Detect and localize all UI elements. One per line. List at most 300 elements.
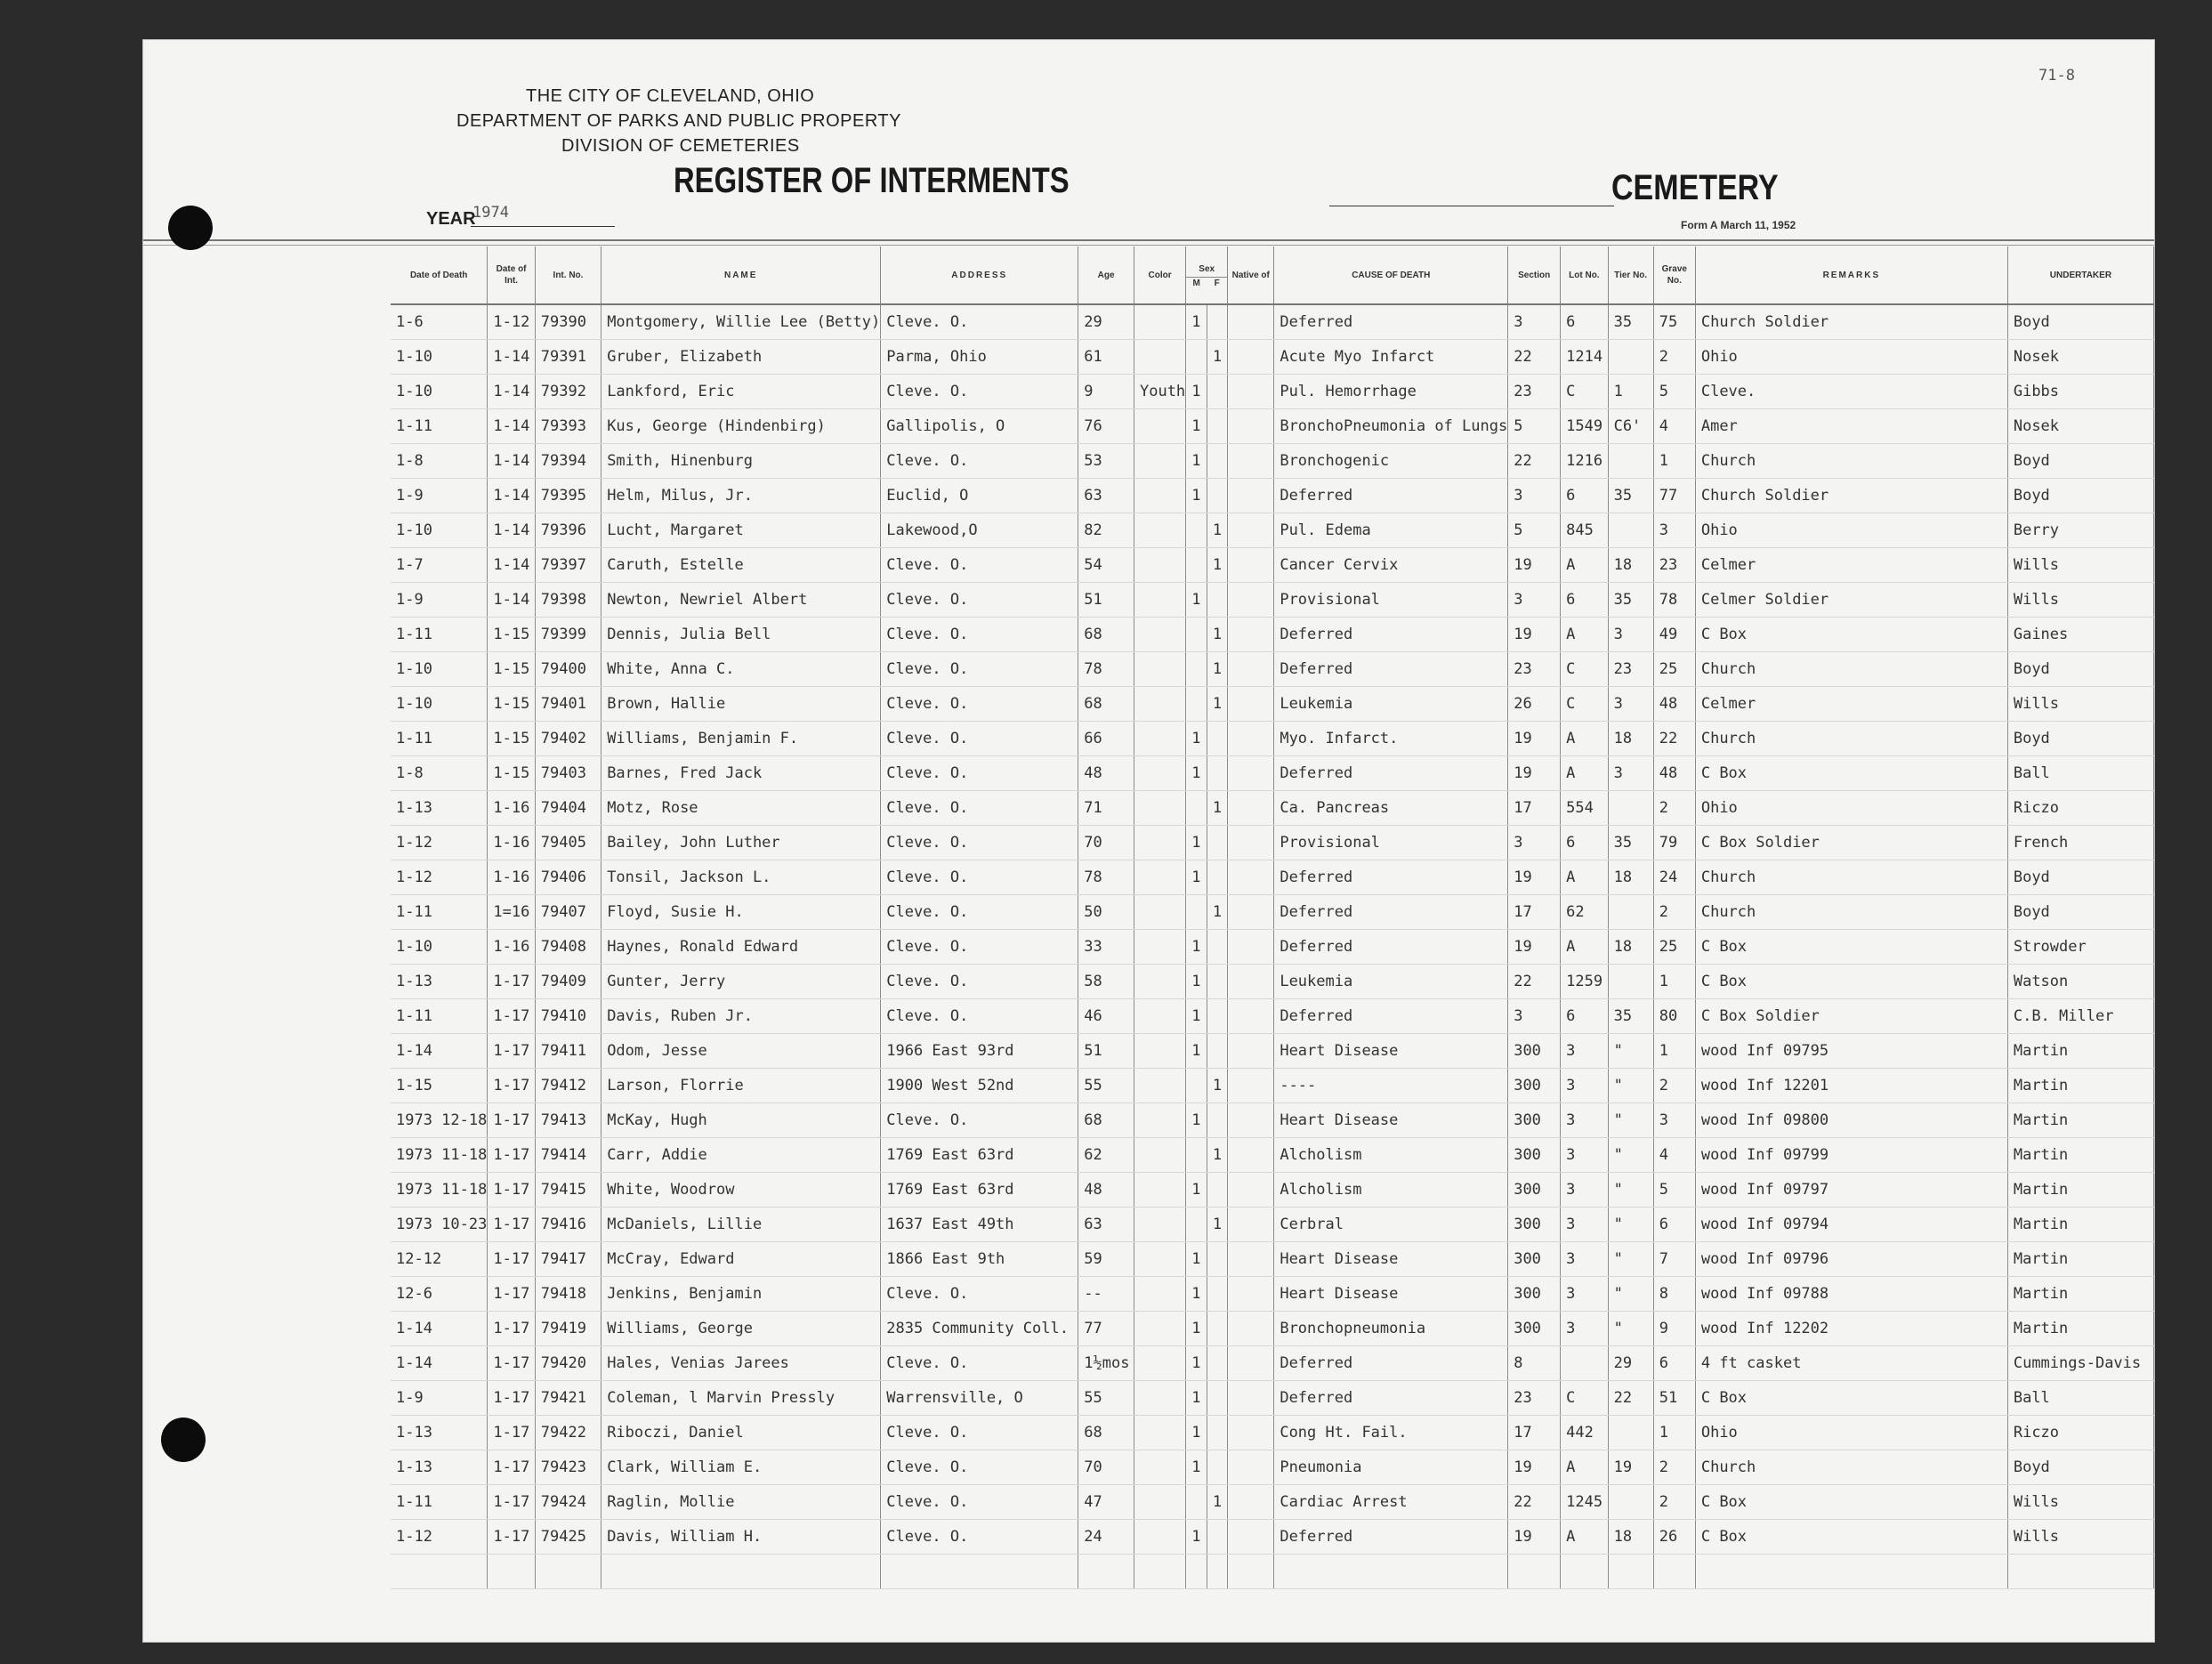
address-cell: Cleve. O. [881, 1520, 1078, 1555]
section-cell: 23 [1508, 375, 1561, 409]
sex-female-cell [1207, 756, 1228, 791]
name-cell: Odom, Jesse [601, 1034, 881, 1069]
column-header: Lot No. [1561, 246, 1608, 304]
lot-number-cell: 3 [1561, 1208, 1608, 1242]
sex-male-cell: 1 [1186, 1103, 1207, 1138]
native-of-cell [1228, 722, 1274, 756]
remarks-cell: Church [1695, 652, 2007, 687]
remarks-cell: wood Inf 09800 [1695, 1103, 2007, 1138]
column-header: Age [1078, 246, 1134, 304]
grave-number-cell: 4 [1653, 409, 1695, 444]
section-cell: 3 [1508, 304, 1561, 340]
interment-number-cell: 79420 [535, 1346, 601, 1381]
name-cell: McDaniels, Lillie [601, 1208, 881, 1242]
remarks-cell: Ohio [1695, 1416, 2007, 1450]
date-of-death-cell: 1-14 [391, 1346, 488, 1381]
sex-male-cell [1186, 1485, 1207, 1520]
age-cell: 33 [1078, 930, 1134, 965]
sex-male-cell: 1 [1186, 375, 1207, 409]
table-row [391, 1034, 2154, 1069]
sex-male-cell: 1 [1186, 1450, 1207, 1485]
sex-male-cell: 1 [1186, 722, 1207, 756]
cause-of-death-cell: Heart Disease [1274, 1103, 1508, 1138]
undertaker-cell: Berry [2007, 513, 2153, 548]
interment-number-cell: 79424 [535, 1485, 601, 1520]
age-cell: 47 [1078, 1485, 1134, 1520]
undertaker-cell: Martin [2007, 1138, 2153, 1173]
table-row [391, 826, 2154, 860]
cause-of-death-cell: Myo. Infarct. [1274, 722, 1508, 756]
remarks-cell: Church Soldier [1695, 304, 2007, 340]
interment-number-cell: 79405 [535, 826, 601, 860]
grave-number-cell: 22 [1653, 722, 1695, 756]
date-of-death-cell: 1-12 [391, 860, 488, 895]
cause-of-death-cell: Pul. Hemorrhage [1274, 375, 1508, 409]
age-cell: 51 [1078, 1034, 1134, 1069]
color-cell [1134, 1138, 1185, 1173]
sex-male-cell: 1 [1186, 583, 1207, 618]
date-of-interment-cell: 1-17 [488, 999, 535, 1034]
tier-number-cell: 1 [1608, 375, 1653, 409]
name-cell: White, Anna C. [601, 652, 881, 687]
lot-number-cell: 62 [1561, 895, 1608, 930]
tier-number-cell: 22 [1608, 1381, 1653, 1416]
date-of-death-cell: 1-8 [391, 444, 488, 479]
section-cell: 300 [1508, 1069, 1561, 1103]
cause-of-death-cell: Leukemia [1274, 965, 1508, 999]
color-cell [1134, 444, 1185, 479]
name-cell: Hales, Venias Jarees [601, 1346, 881, 1381]
cause-of-death-cell: BronchoPneumonia of Lungs [1274, 409, 1508, 444]
interment-number-cell: 79391 [535, 340, 601, 375]
sex-female-cell [1207, 722, 1228, 756]
grave-number-cell: 2 [1653, 1485, 1695, 1520]
address-cell: Cleve. O. [881, 1277, 1078, 1312]
section-cell: 17 [1508, 791, 1561, 826]
interment-number-cell: 79423 [535, 1450, 601, 1485]
empty-cell [1695, 1555, 2007, 1589]
undertaker-cell: Riczo [2007, 791, 2153, 826]
tier-number-cell: 18 [1608, 548, 1653, 583]
city-heading: THE CITY OF CLEVELAND, OHIO [526, 86, 815, 106]
remarks-cell: Cleve. [1695, 375, 2007, 409]
date-of-interment-cell: 1=16 [488, 895, 535, 930]
table-row [391, 687, 2154, 722]
register-page [142, 39, 2155, 1643]
age-cell: 51 [1078, 583, 1134, 618]
undertaker-cell: Riczo [2007, 1416, 2153, 1450]
interment-number-cell: 79393 [535, 409, 601, 444]
name-cell: Newton, Newriel Albert [601, 583, 881, 618]
date-of-interment-cell: 1-15 [488, 687, 535, 722]
color-cell [1134, 1069, 1185, 1103]
undertaker-cell: Martin [2007, 1277, 2153, 1312]
age-cell: 66 [1078, 722, 1134, 756]
tier-number-cell: 18 [1608, 1520, 1653, 1555]
interment-number-cell: 79407 [535, 895, 601, 930]
lot-number-cell: 3 [1561, 1173, 1608, 1208]
table-row [391, 1346, 2154, 1381]
interment-number-cell: 79415 [535, 1173, 601, 1208]
sex-male-cell: 1 [1186, 756, 1207, 791]
date-of-death-cell: 1973 10-23 [391, 1208, 488, 1242]
empty-cell [1508, 1555, 1561, 1589]
color-cell [1134, 860, 1185, 895]
date-of-interment-cell: 1-17 [488, 1312, 535, 1346]
sex-male-cell [1186, 618, 1207, 652]
name-cell: Kus, George (Hindenbirg) [601, 409, 881, 444]
remarks-cell: C Box [1695, 756, 2007, 791]
section-cell: 8 [1508, 1346, 1561, 1381]
color-cell [1134, 895, 1185, 930]
cause-of-death-cell: Acute Myo Infarct [1274, 340, 1508, 375]
grave-number-cell: 23 [1653, 548, 1695, 583]
date-of-death-cell: 1-6 [391, 304, 488, 340]
color-cell [1134, 1208, 1185, 1242]
lot-number-cell: 3 [1561, 1138, 1608, 1173]
sex-female-cell: 1 [1207, 340, 1228, 375]
table-body [391, 304, 2154, 1589]
table-row [391, 1277, 2154, 1312]
native-of-cell [1228, 1138, 1274, 1173]
date-of-interment-cell: 1-15 [488, 618, 535, 652]
native-of-cell [1228, 930, 1274, 965]
native-of-cell [1228, 618, 1274, 652]
age-cell: 50 [1078, 895, 1134, 930]
cause-of-death-cell: Deferred [1274, 1381, 1508, 1416]
lot-number-cell: 3 [1561, 1312, 1608, 1346]
cause-of-death-cell: Alcholism [1274, 1173, 1508, 1208]
sex-female-cell [1207, 965, 1228, 999]
age-cell: 68 [1078, 687, 1134, 722]
name-cell: Floyd, Susie H. [601, 895, 881, 930]
sex-female-cell: 1 [1207, 618, 1228, 652]
sex-female-cell [1207, 1242, 1228, 1277]
cause-of-death-cell: Provisional [1274, 583, 1508, 618]
table-row [391, 1381, 2154, 1416]
interment-number-cell: 79419 [535, 1312, 601, 1346]
interment-number-cell: 79395 [535, 479, 601, 513]
age-cell: 46 [1078, 999, 1134, 1034]
native-of-cell [1228, 826, 1274, 860]
native-of-cell [1228, 687, 1274, 722]
column-header: Date of Int. [488, 246, 535, 304]
age-cell: 55 [1078, 1069, 1134, 1103]
address-cell: Cleve. O. [881, 652, 1078, 687]
native-of-cell [1228, 444, 1274, 479]
undertaker-cell: Martin [2007, 1103, 2153, 1138]
lot-number-cell: 1549 [1561, 409, 1608, 444]
date-of-death-cell: 1-15 [391, 1069, 488, 1103]
undertaker-cell: Gaines [2007, 618, 2153, 652]
address-cell: Lakewood,O [881, 513, 1078, 548]
address-cell: Cleve. O. [881, 826, 1078, 860]
grave-number-cell: 5 [1653, 1173, 1695, 1208]
table-row [391, 1173, 2154, 1208]
date-of-death-cell: 1-7 [391, 548, 488, 583]
native-of-cell [1228, 1450, 1274, 1485]
cause-of-death-cell: Heart Disease [1274, 1277, 1508, 1312]
age-cell: 68 [1078, 1416, 1134, 1450]
date-of-interment-cell: 1-14 [488, 513, 535, 548]
undertaker-cell: Martin [2007, 1208, 2153, 1242]
age-cell: 58 [1078, 965, 1134, 999]
section-cell: 19 [1508, 618, 1561, 652]
table-row [391, 513, 2154, 548]
date-of-interment-cell: 1-17 [488, 1346, 535, 1381]
address-cell: Cleve. O. [881, 1450, 1078, 1485]
sex-female-cell: 1 [1207, 1069, 1228, 1103]
sex-male-cell [1186, 1208, 1207, 1242]
cause-of-death-cell: Deferred [1274, 930, 1508, 965]
date-of-interment-cell: 1-15 [488, 652, 535, 687]
tier-number-cell: " [1608, 1069, 1653, 1103]
date-of-death-cell: 1-13 [391, 1450, 488, 1485]
cause-of-death-cell: Provisional [1274, 826, 1508, 860]
age-cell: 71 [1078, 791, 1134, 826]
section-cell: 19 [1508, 1520, 1561, 1555]
native-of-cell [1228, 1312, 1274, 1346]
address-cell: Cleve. O. [881, 895, 1078, 930]
address-cell: Cleve. O. [881, 756, 1078, 791]
tier-number-cell: C6' [1608, 409, 1653, 444]
name-cell: Helm, Milus, Jr. [601, 479, 881, 513]
date-of-death-cell: 1-8 [391, 756, 488, 791]
sex-female-cell [1207, 375, 1228, 409]
sex-female-cell: 1 [1207, 1208, 1228, 1242]
remarks-cell: C Box [1695, 965, 2007, 999]
undertaker-cell: Martin [2007, 1034, 2153, 1069]
remarks-cell: Celmer Soldier [1695, 583, 2007, 618]
date-of-death-cell: 1-10 [391, 687, 488, 722]
sex-male-cell: 1 [1186, 1416, 1207, 1450]
cause-of-death-cell: Deferred [1274, 304, 1508, 340]
remarks-cell: wood Inf 09788 [1695, 1277, 2007, 1312]
tier-number-cell: " [1608, 1277, 1653, 1312]
tier-number-cell [1608, 513, 1653, 548]
undertaker-cell: Nosek [2007, 409, 2153, 444]
native-of-cell [1228, 513, 1274, 548]
lot-number-cell: 3 [1561, 1103, 1608, 1138]
table-row [391, 1416, 2154, 1450]
name-cell: McKay, Hugh [601, 1103, 881, 1138]
name-cell: Williams, Benjamin F. [601, 722, 881, 756]
remarks-cell: C Box [1695, 1381, 2007, 1416]
age-cell: 63 [1078, 1208, 1134, 1242]
sex-female-cell: 1 [1207, 791, 1228, 826]
undertaker-cell: French [2007, 826, 2153, 860]
date-of-interment-cell: 1-17 [488, 1277, 535, 1312]
date-of-interment-cell: 1-17 [488, 1069, 535, 1103]
table-row [391, 1520, 2154, 1555]
table-row [391, 930, 2154, 965]
interment-number-cell: 79410 [535, 999, 601, 1034]
date-of-interment-cell: 1-17 [488, 1416, 535, 1450]
age-cell: 54 [1078, 548, 1134, 583]
grave-number-cell: 24 [1653, 860, 1695, 895]
color-cell [1134, 1381, 1185, 1416]
native-of-cell [1228, 999, 1274, 1034]
cause-of-death-cell: Deferred [1274, 999, 1508, 1034]
address-cell: Cleve. O. [881, 1346, 1078, 1381]
color-cell [1134, 583, 1185, 618]
table-row [391, 548, 2154, 583]
lot-number-cell: A [1561, 930, 1608, 965]
sex-female-cell [1207, 1277, 1228, 1312]
undertaker-cell: Boyd [2007, 1450, 2153, 1485]
tier-number-cell: 35 [1608, 479, 1653, 513]
age-cell: 53 [1078, 444, 1134, 479]
cause-of-death-cell: Cancer Cervix [1274, 548, 1508, 583]
native-of-cell [1228, 1208, 1274, 1242]
date-of-interment-cell: 1-17 [488, 1173, 535, 1208]
year-label: YEAR [426, 209, 476, 229]
remarks-cell: Church [1695, 722, 2007, 756]
table-row [391, 375, 2154, 409]
name-cell: Barnes, Fred Jack [601, 756, 881, 791]
date-of-interment-cell: 1-16 [488, 791, 535, 826]
lot-number-cell: 3 [1561, 1242, 1608, 1277]
name-cell: McCray, Edward [601, 1242, 881, 1277]
color-cell [1134, 756, 1185, 791]
address-cell: Cleve. O. [881, 687, 1078, 722]
age-cell: 9 [1078, 375, 1134, 409]
interment-number-cell: 79390 [535, 304, 601, 340]
section-cell: 300 [1508, 1034, 1561, 1069]
sex-female-cell [1207, 1103, 1228, 1138]
table-row [391, 1069, 2154, 1103]
sex-male-cell: 1 [1186, 1242, 1207, 1277]
grave-number-cell: 6 [1653, 1208, 1695, 1242]
remarks-cell: C Box Soldier [1695, 826, 2007, 860]
grave-number-cell: 25 [1653, 652, 1695, 687]
sex-male-cell [1186, 513, 1207, 548]
native-of-cell [1228, 860, 1274, 895]
age-cell: 24 [1078, 1520, 1134, 1555]
column-header: Int. No. [535, 246, 601, 304]
sex-male-cell: 1 [1186, 479, 1207, 513]
name-cell: Motz, Rose [601, 791, 881, 826]
lot-number-cell: 6 [1561, 826, 1608, 860]
name-cell: Clark, William E. [601, 1450, 881, 1485]
lot-number-cell: 6 [1561, 999, 1608, 1034]
undertaker-cell: Wills [2007, 687, 2153, 722]
date-of-death-cell: 1-11 [391, 409, 488, 444]
empty-cell [1078, 1555, 1134, 1589]
remarks-cell: Celmer [1695, 687, 2007, 722]
undertaker-cell: Wills [2007, 1520, 2153, 1555]
section-cell: 3 [1508, 479, 1561, 513]
interment-number-cell: 79421 [535, 1381, 601, 1416]
empty-cell [2007, 1555, 2153, 1589]
date-of-death-cell: 1-12 [391, 826, 488, 860]
lot-number-cell: 6 [1561, 479, 1608, 513]
undertaker-cell: Martin [2007, 1069, 2153, 1103]
undertaker-cell: Boyd [2007, 895, 2153, 930]
sex-female-cell [1207, 1450, 1228, 1485]
address-cell: Cleve. O. [881, 1416, 1078, 1450]
native-of-cell [1228, 548, 1274, 583]
cause-of-death-cell: Cong Ht. Fail. [1274, 1416, 1508, 1450]
tier-number-cell [1608, 895, 1653, 930]
grave-number-cell: 2 [1653, 1069, 1695, 1103]
table-row [391, 304, 2154, 340]
section-cell: 300 [1508, 1103, 1561, 1138]
tier-number-cell: 18 [1608, 930, 1653, 965]
undertaker-cell: Cummings-Davis [2007, 1346, 2153, 1381]
grave-number-cell: 79 [1653, 826, 1695, 860]
remarks-cell: wood Inf 09794 [1695, 1208, 2007, 1242]
undertaker-cell: Gibbs [2007, 375, 2153, 409]
cause-of-death-cell: Bronchogenic [1274, 444, 1508, 479]
native-of-cell [1228, 1173, 1274, 1208]
table-row [391, 1138, 2154, 1173]
color-cell [1134, 513, 1185, 548]
color-cell [1134, 1520, 1185, 1555]
lot-number-cell: 1214 [1561, 340, 1608, 375]
grave-number-cell: 77 [1653, 479, 1695, 513]
empty-cell [535, 1555, 601, 1589]
date-of-death-cell: 1973 11-18 [391, 1138, 488, 1173]
date-of-interment-cell: 1-17 [488, 1208, 535, 1242]
sex-male-cell: 1 [1186, 1173, 1207, 1208]
table-row [391, 1103, 2154, 1138]
sex-female-cell: 1 [1207, 1485, 1228, 1520]
age-cell: 82 [1078, 513, 1134, 548]
address-cell: Gallipolis, O [881, 409, 1078, 444]
column-header: Section [1508, 246, 1561, 304]
address-cell: Cleve. O. [881, 1485, 1078, 1520]
section-cell: 22 [1508, 1485, 1561, 1520]
age-cell: 70 [1078, 1450, 1134, 1485]
empty-cell [1274, 1555, 1508, 1589]
lot-number-cell: A [1561, 722, 1608, 756]
lot-number-cell: A [1561, 618, 1608, 652]
lot-number-cell: 554 [1561, 791, 1608, 826]
address-cell: 1769 East 63rd [881, 1138, 1078, 1173]
table-row [391, 409, 2154, 444]
sex-male-cell: 1 [1186, 1277, 1207, 1312]
remarks-cell: C Box [1695, 1520, 2007, 1555]
remarks-cell: wood Inf 09797 [1695, 1173, 2007, 1208]
empty-cell [1561, 1555, 1608, 1589]
address-cell: 1966 East 93rd [881, 1034, 1078, 1069]
cause-of-death-cell: Deferred [1274, 652, 1508, 687]
remarks-cell: Ohio [1695, 513, 2007, 548]
name-cell: Gunter, Jerry [601, 965, 881, 999]
sex-female-cell [1207, 1173, 1228, 1208]
section-cell: 23 [1508, 1381, 1561, 1416]
table-row [391, 1485, 2154, 1520]
date-of-interment-cell: 1-17 [488, 1242, 535, 1277]
color-cell [1134, 340, 1185, 375]
age-cell: 59 [1078, 1242, 1134, 1277]
grave-number-cell: 49 [1653, 618, 1695, 652]
interment-number-cell: 79416 [535, 1208, 601, 1242]
undertaker-cell: Strowder [2007, 930, 2153, 965]
date-of-death-cell: 1-11 [391, 618, 488, 652]
interment-number-cell: 79396 [535, 513, 601, 548]
empty-cell [1186, 1555, 1207, 1589]
interment-number-cell: 79394 [535, 444, 601, 479]
section-cell: 5 [1508, 409, 1561, 444]
undertaker-cell: Ball [2007, 1381, 2153, 1416]
age-cell: 76 [1078, 409, 1134, 444]
sex-male-cell [1186, 791, 1207, 826]
color-cell [1134, 1242, 1185, 1277]
age-cell: 68 [1078, 1103, 1134, 1138]
sex-female-cell [1207, 583, 1228, 618]
